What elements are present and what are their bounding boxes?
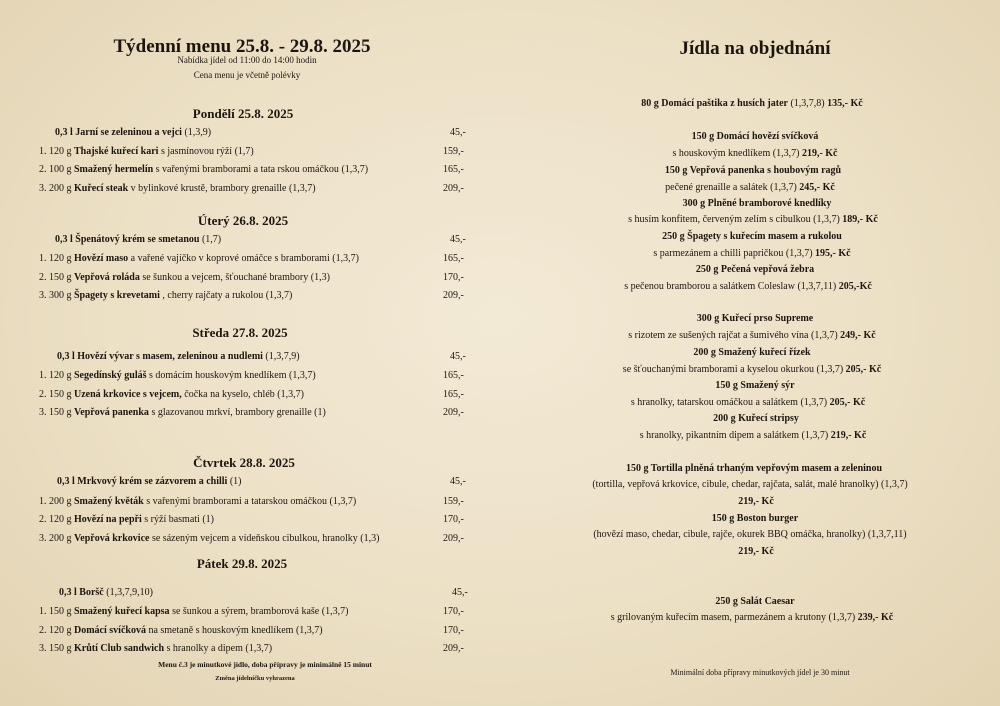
alacarte-dish-desc: s rizotem ze sušených rajčat a šumivého vína bbox=[628, 330, 809, 341]
weekly-footer-note-text: Menu č.3 je minutkové jídlo, doba přípravy je minimálně 15 minut bbox=[158, 660, 372, 669]
item-desc: na smetaně s houskovým knedlíkem bbox=[145, 625, 294, 636]
alacarte-dish-name: 300 g Kuřecí prso Supreme bbox=[696, 313, 814, 324]
soup-qty: 0,3 l bbox=[55, 127, 76, 138]
item-name: Hovězí maso bbox=[74, 253, 129, 264]
menu-item-row bbox=[39, 514, 214, 525]
item-price: 159,- bbox=[443, 146, 464, 157]
menu-item-row bbox=[39, 407, 326, 418]
menu-item-row bbox=[39, 496, 356, 507]
alacarte-dish bbox=[626, 463, 882, 474]
alacarte-allergens: (1,3,7) bbox=[783, 248, 813, 259]
soup-row bbox=[55, 127, 211, 138]
item-qty: 2. 150 g bbox=[39, 389, 74, 400]
item-desc: , cherry rajčaty a rukolou bbox=[159, 290, 264, 301]
item-desc: s jasmínovou rýží bbox=[158, 146, 233, 157]
alacarte-price: 245,- Kč bbox=[796, 182, 835, 193]
alacarte-desc bbox=[624, 281, 872, 292]
menu-item-row bbox=[39, 389, 304, 400]
alacarte-dish-name: 200 g Smažený kuřecí řízek bbox=[693, 347, 811, 358]
item-price: 165,- bbox=[443, 253, 464, 264]
item-price: 159,- bbox=[443, 496, 464, 507]
alacarte-dish-desc: s hranolky, tatarskou omáčkou a salátkem bbox=[630, 397, 798, 408]
item-desc: se šunkou a sýrem, bramborová kaše bbox=[169, 606, 320, 617]
item-name: Smažený hermelín bbox=[74, 164, 154, 175]
menu-item-row bbox=[39, 272, 330, 283]
item-qty: 3. 150 g bbox=[39, 643, 74, 654]
menu-item-row bbox=[39, 146, 254, 157]
alacarte-dish bbox=[683, 198, 832, 209]
item-desc: se šunkou a vejcem, šťouchané brambory bbox=[139, 272, 309, 283]
soup-price: 45,- bbox=[452, 587, 468, 598]
item-allergens: (1,3,7) bbox=[338, 164, 369, 175]
item-name: Uzená krkovice s vejcem, bbox=[74, 389, 182, 400]
item-qty: 3. 150 g bbox=[39, 407, 74, 418]
alacarte-price: 135,- Kč bbox=[824, 98, 863, 109]
alacarte-price: 205,- Kč bbox=[827, 397, 866, 408]
day-header: Pondělí 25.8. 2025 bbox=[192, 106, 294, 121]
alacarte-dish-name: 150 g Domácí hovězí svíčková bbox=[691, 131, 819, 142]
soup-price: 45,- bbox=[450, 351, 466, 362]
soup-qty: 0,3 l bbox=[57, 351, 78, 362]
alacarte-desc bbox=[665, 182, 835, 193]
item-allergens: (1,3,7) bbox=[286, 370, 316, 381]
weekly-footer-change bbox=[215, 675, 294, 682]
soup-name: Mrkvový krém se zázvorem a chilli bbox=[77, 476, 228, 487]
menu-item-row bbox=[39, 625, 323, 636]
alacarte-price: 219,- Kč bbox=[799, 148, 838, 159]
menu-item-row bbox=[39, 253, 359, 264]
alacarte-allergens: (1,3,7) bbox=[799, 430, 829, 441]
item-qty: 2. 120 g bbox=[39, 514, 74, 525]
alacarte-dish-desc: (tortilla, vepřová krkovice, cibule, chedar, rajčata, salát, malé hranolky) bbox=[592, 479, 879, 490]
item-desc: se sázeným vejcem a vídeňskou cibulkou, hranolky bbox=[149, 533, 358, 544]
item-name: Vepřová panenka bbox=[74, 407, 149, 418]
alacarte-desc bbox=[593, 529, 906, 540]
item-desc: s hranolky a dipem bbox=[164, 643, 243, 654]
soup-allergens: (1) bbox=[227, 476, 242, 487]
item-qty: 2. 100 g bbox=[39, 164, 74, 175]
alacarte-allergens: (1,3,7) bbox=[878, 479, 908, 490]
soup-allergens: (1,3,7,9) bbox=[262, 351, 300, 362]
item-desc: s domácím houskovým knedlíkem bbox=[146, 370, 287, 381]
item-price: 209,- bbox=[443, 407, 464, 418]
day-header: Pátek 29.8. 2025 bbox=[196, 556, 288, 571]
item-allergens: (1,3,7) bbox=[319, 606, 349, 617]
alacarte-price: 189,- Kč bbox=[839, 214, 878, 225]
item-desc: v bylinkové krustě, brambory grenaille bbox=[128, 183, 287, 194]
soup-qty: 0,3 l bbox=[55, 234, 76, 245]
item-name: Thajské kuřecí kari bbox=[74, 146, 159, 157]
item-desc: a vařené vajíčko v koprové omáčce s bramborami bbox=[128, 253, 330, 264]
soup-name: Boršč bbox=[79, 587, 104, 598]
item-desc: s glazovanou mrkví, brambory grenaille bbox=[148, 407, 312, 418]
alacarte-dish bbox=[692, 131, 819, 142]
alacarte-price: 219,- Kč bbox=[828, 430, 867, 441]
alacarte-allergens: (1,3,7) bbox=[770, 148, 800, 159]
item-qty: 2. 120 g bbox=[39, 625, 74, 636]
alacarte-dish bbox=[715, 380, 794, 391]
alacarte-price bbox=[738, 546, 774, 557]
alacarte-allergens: (1,3,7) bbox=[767, 182, 797, 193]
soup-qty: 0,3 l bbox=[59, 587, 80, 598]
soup-name: Jarní se zeleninou a vejci bbox=[75, 127, 182, 138]
alacarte-title: Jídla na objednání bbox=[679, 38, 831, 59]
alacarte-dish bbox=[697, 313, 813, 324]
item-price: 165,- bbox=[443, 164, 464, 175]
item-price: 165,- bbox=[443, 389, 464, 400]
alacarte-dish bbox=[696, 264, 814, 275]
alacarte-dish bbox=[715, 596, 794, 607]
alacarte-dish-name: 250 g Špagety s kuřecím masem a rukolou bbox=[662, 231, 842, 242]
item-name: Špagety s krevetami bbox=[74, 290, 160, 301]
item-price: 165,- bbox=[443, 370, 464, 381]
item-desc: s rýží basmati bbox=[141, 514, 200, 525]
alacarte-dish-desc: s houskovým knedlíkem bbox=[672, 148, 771, 159]
alacarte-dish-desc: s husím konfitem, červeným zelím s cibulkou bbox=[628, 214, 811, 225]
item-allergens: (1,3) bbox=[357, 533, 380, 544]
item-name: Krůtí Club sandwich bbox=[74, 643, 165, 654]
alacarte-dish-name: 150 g Vepřová panenka s houbovým ragů bbox=[664, 165, 842, 176]
alacarte-price: 195,- Kč bbox=[812, 248, 851, 259]
alacarte-desc bbox=[611, 612, 893, 623]
alacarte-allergens: (1,3,7) bbox=[810, 214, 840, 225]
item-allergens: (1,3,7) bbox=[293, 625, 323, 636]
alacarte-dish bbox=[713, 413, 799, 424]
menu-item-row bbox=[39, 164, 368, 175]
alacarte-dish-name: 300 g Plněné bramborové knedlíky bbox=[682, 198, 832, 209]
item-name: Vepřová krkovice bbox=[74, 533, 150, 544]
item-allergens: (1,3,7) bbox=[286, 183, 316, 194]
item-qty: 1. 120 g bbox=[39, 370, 74, 381]
item-name: Kuřecí steak bbox=[74, 183, 129, 194]
alacarte-price-text: 219,- Kč bbox=[738, 496, 774, 507]
alacarte-dish bbox=[693, 347, 810, 358]
alacarte-dish-desc: s hranolky, pikantním dipem a salátkem bbox=[639, 430, 800, 441]
alacarte-footer-note: Minimální doba přípravy minutkových jídel je 30 minut bbox=[670, 668, 850, 677]
item-price: 209,- bbox=[443, 183, 464, 194]
item-allergens: (1,3,7) bbox=[263, 290, 293, 301]
item-desc: s vařenými bramborami a tatarskou omáčkou bbox=[143, 496, 328, 507]
alacarte-desc bbox=[592, 479, 907, 490]
alacarte-dish-name: 250 g Salát Caesar bbox=[715, 596, 795, 607]
alacarte-desc bbox=[628, 214, 878, 225]
item-name: Hovězí na pepři bbox=[74, 514, 142, 525]
item-name: Domácí svíčková bbox=[74, 625, 146, 636]
weekly-footer-note bbox=[158, 660, 372, 669]
item-price: 170,- bbox=[443, 272, 464, 283]
item-name: Smažený kuřecí kapsa bbox=[74, 606, 170, 617]
item-desc: čočka na kyselo, chléb bbox=[181, 389, 275, 400]
item-price: 209,- bbox=[443, 643, 464, 654]
item-allergens: (1,3,7) bbox=[242, 643, 273, 654]
soup-row bbox=[55, 234, 221, 245]
alacarte-price: 239,- Kč bbox=[855, 612, 894, 623]
alacarte-dish bbox=[665, 165, 841, 176]
item-name: Vepřová roláda bbox=[74, 272, 140, 283]
soup-price: 45,- bbox=[450, 234, 466, 245]
item-qty: 1. 200 g bbox=[39, 496, 74, 507]
menu-item-row bbox=[39, 643, 272, 654]
menu-item-row bbox=[39, 183, 316, 194]
item-name: Segedínský guláš bbox=[74, 370, 147, 381]
soup-price: 45,- bbox=[450, 127, 466, 138]
alacarte-allergens: (1,3,7) bbox=[813, 364, 844, 375]
alacarte-price bbox=[738, 496, 774, 507]
alacarte-desc bbox=[640, 430, 867, 441]
item-price: 170,- bbox=[443, 606, 464, 617]
item-qty: 3. 300 g bbox=[39, 290, 74, 301]
item-qty: 1. 150 g bbox=[39, 606, 74, 617]
alacarte-dish bbox=[641, 98, 862, 109]
item-allergens: (1,3) bbox=[308, 272, 330, 283]
item-qty: 1. 120 g bbox=[39, 146, 74, 157]
item-allergens: (1,3,7) bbox=[329, 253, 359, 264]
alacarte-dish-name: 80 g Domácí paštika z husích jater bbox=[641, 98, 788, 109]
alacarte-allergens: (1,3,7,11) bbox=[794, 281, 837, 292]
weekly-menu-title: Týdenní menu 25.8. - 29.8. 2025 bbox=[113, 36, 371, 57]
item-allergens: (1,7) bbox=[232, 146, 254, 157]
menu-item-row bbox=[39, 533, 379, 544]
soup-name: Špenátový krém se smetanou bbox=[75, 234, 200, 245]
alacarte-dish-desc: s grilovaným kuřecím masem, parmezánem a krutony bbox=[610, 612, 826, 623]
alacarte-allergens: (1,3,7,11) bbox=[865, 529, 907, 540]
menu-item-row bbox=[39, 290, 292, 301]
alacarte-desc bbox=[631, 397, 865, 408]
alacarte-dish-name: 150 g Smažený sýr bbox=[715, 380, 795, 391]
weekly-price-note: Cena menu je včetně polévky bbox=[193, 70, 301, 80]
alacarte-desc bbox=[628, 330, 875, 341]
alacarte-dish-desc: pečené grenaille a salátek bbox=[665, 182, 768, 193]
alacarte-desc bbox=[623, 364, 881, 375]
alacarte-dish-desc: s parmezánem a chilli papričkou bbox=[653, 248, 784, 259]
soup-allergens: (1,3,9) bbox=[181, 127, 212, 138]
item-qty: 3. 200 g bbox=[39, 533, 74, 544]
alacarte-dish-name: 150 g Boston burger bbox=[711, 513, 799, 524]
alacarte-dish-name: 150 g Tortilla plněná trhaným vepřovým masem a zeleninou bbox=[625, 463, 883, 474]
alacarte-price: 205,-Kč bbox=[836, 281, 872, 292]
day-header: Úterý 26.8. 2025 bbox=[197, 213, 289, 228]
alacarte-dish bbox=[662, 231, 842, 242]
item-qty: 1. 120 g bbox=[39, 253, 74, 264]
item-price: 209,- bbox=[443, 290, 464, 301]
soup-row bbox=[57, 351, 300, 362]
soup-allergens: (1,3,7,9,10) bbox=[103, 587, 153, 598]
weekly-footer-change-text: Změna jídelníčku vyhrazena bbox=[215, 675, 295, 682]
alacarte-allergens: (1,3,7) bbox=[797, 397, 828, 408]
alacarte-allergens: (1,3,7,8) bbox=[787, 98, 825, 109]
alacarte-dish-name: 250 g Pečená vepřová žebra bbox=[695, 264, 815, 275]
item-price: 170,- bbox=[443, 514, 464, 525]
alacarte-price: 205,- Kč bbox=[843, 364, 882, 375]
item-name: Smažený květák bbox=[74, 496, 144, 507]
alacarte-allergens: (1,3,7) bbox=[826, 612, 856, 623]
alacarte-dish-desc: (hovězí maso, chedar, cibule, rajče, okurek BBQ omáčka, hranolky) bbox=[593, 529, 866, 540]
menu-item-row bbox=[39, 370, 316, 381]
item-allergens: (1) bbox=[311, 407, 326, 418]
weekly-hours: Nabídka jídel od 11:00 do 14:00 hodin bbox=[177, 55, 317, 65]
item-allergens: (1,3,7) bbox=[274, 389, 304, 400]
soup-price: 45,- bbox=[450, 476, 466, 487]
item-qty: 3. 200 g bbox=[39, 183, 74, 194]
soup-row bbox=[59, 587, 153, 598]
item-desc: s vařenými bramborami a tata rskou omáčkou bbox=[153, 164, 339, 175]
alacarte-dish-desc: s pečenou bramborou a salátkem Coleslaw bbox=[624, 281, 795, 292]
soup-row bbox=[57, 476, 242, 487]
item-allergens: (1,3,7) bbox=[327, 496, 357, 507]
item-allergens: (1) bbox=[199, 514, 214, 525]
alacarte-allergens: (1,3,7) bbox=[808, 330, 838, 341]
day-header: Středa 27.8. 2025 bbox=[192, 325, 288, 340]
alacarte-dish-name: 200 g Kuřecí stripsy bbox=[713, 413, 799, 424]
soup-allergens: (1,7) bbox=[199, 234, 222, 245]
item-qty: 2. 150 g bbox=[39, 272, 74, 283]
alacarte-price: 249,- Kč bbox=[837, 330, 876, 341]
day-header: Čtvrtek 28.8. 2025 bbox=[193, 455, 295, 470]
soup-qty: 0,3 l bbox=[57, 476, 78, 487]
item-price: 170,- bbox=[443, 625, 464, 636]
alacarte-dish bbox=[712, 513, 798, 524]
soup-name: Hovězí vývar s masem, zeleninou a nudlemi bbox=[77, 351, 263, 362]
alacarte-price-text: 219,- Kč bbox=[738, 546, 774, 557]
item-price: 209,- bbox=[443, 533, 464, 544]
alacarte-desc bbox=[653, 248, 850, 259]
menu-item-row bbox=[39, 606, 348, 617]
alacarte-desc bbox=[673, 148, 838, 159]
alacarte-dish-desc: se šťouchanými bramborami a kyselou okurkou bbox=[622, 364, 814, 375]
